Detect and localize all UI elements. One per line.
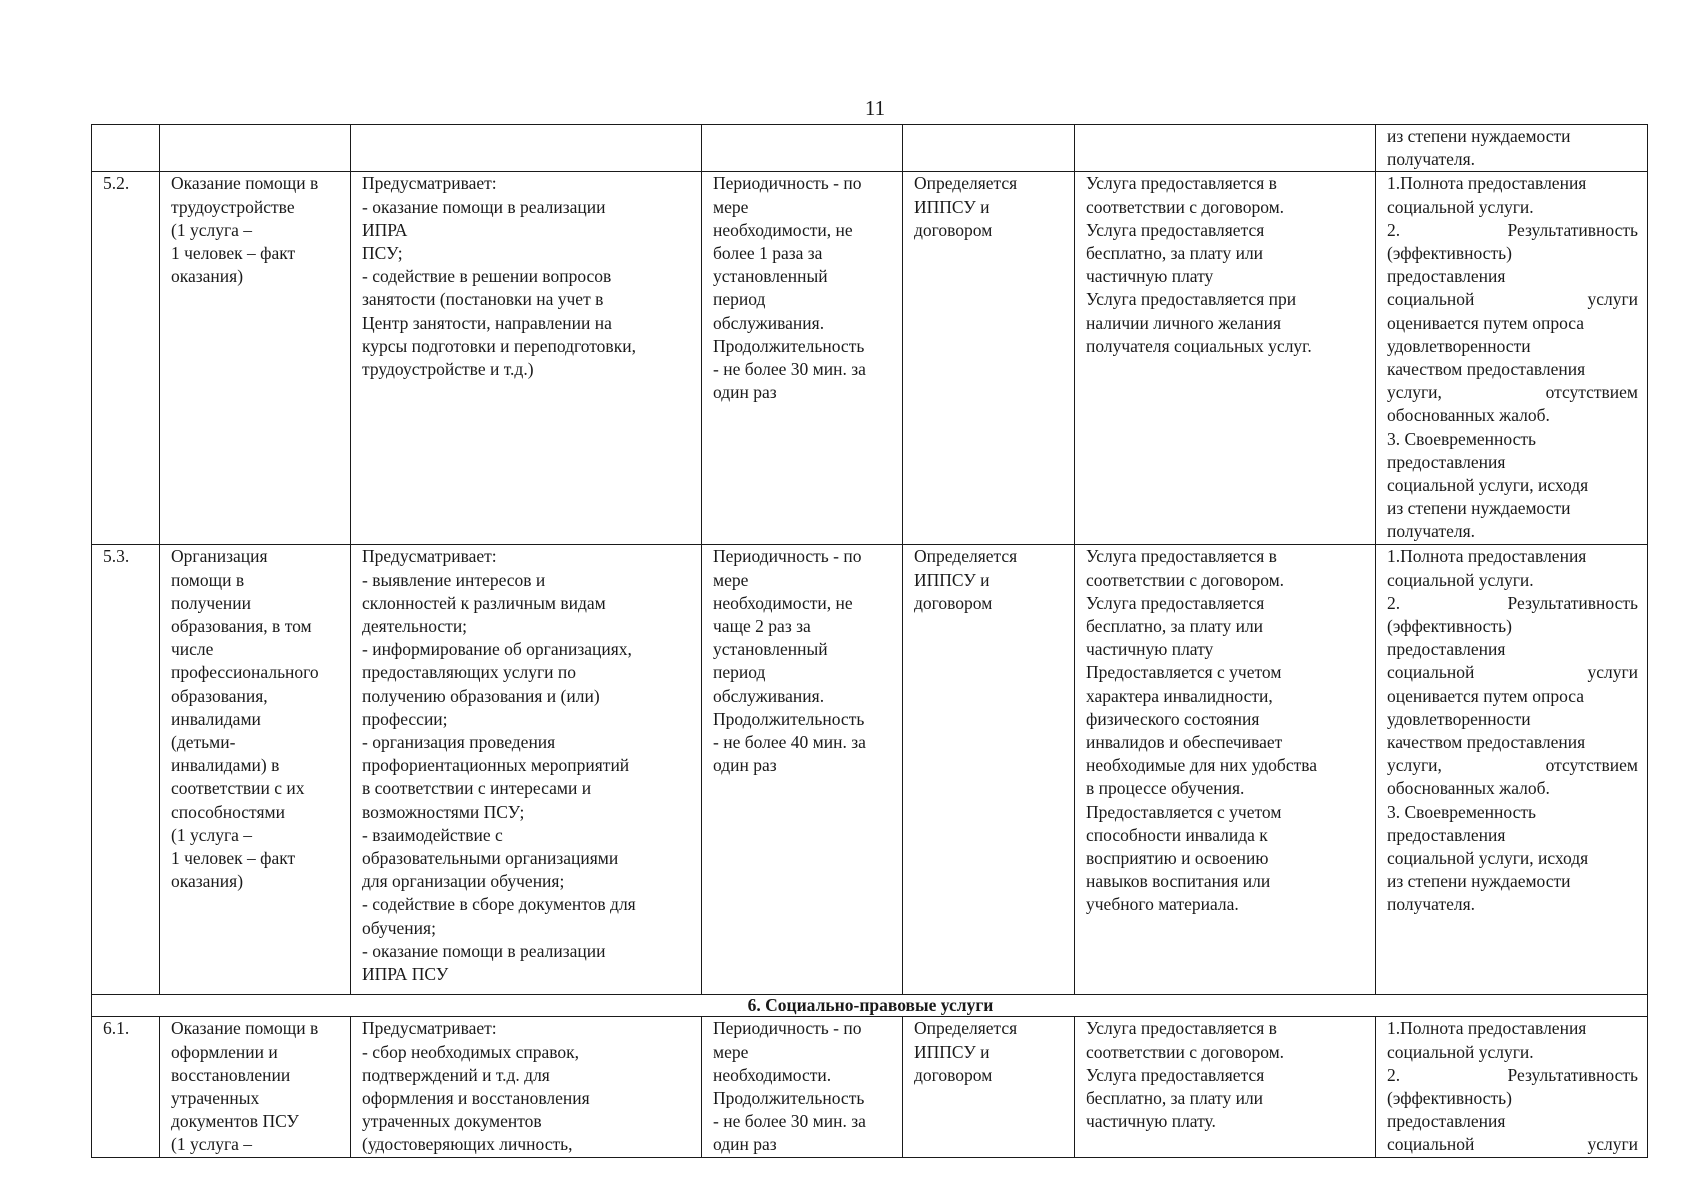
cell-number xyxy=(92,125,160,172)
text-line: социальной услуги xyxy=(1387,662,1638,683)
text-line: договором xyxy=(914,592,993,613)
cell-timing xyxy=(702,125,903,172)
page-number: 11 xyxy=(864,96,886,120)
text-line: в процессе обучения. xyxy=(1086,778,1245,799)
text-line: обоснованных жалоб. xyxy=(1387,778,1550,799)
text-line: (1 услуга – xyxy=(171,1134,253,1155)
text-line: Продолжительность xyxy=(713,1088,865,1109)
services-table xyxy=(91,124,1648,1158)
text-line: деятельности; xyxy=(362,616,468,637)
text-line: необходимости, не xyxy=(713,592,853,613)
text-line: мере xyxy=(713,569,749,590)
text-line: - выявление интересов и xyxy=(362,569,546,590)
text-line: оценивается путем опроса xyxy=(1387,312,1585,333)
text-line: Оказание помощи в xyxy=(171,1018,319,1039)
text-line: - взаимодействие с xyxy=(362,824,503,845)
cell-conditions xyxy=(1075,545,1376,995)
text-line: договором xyxy=(914,219,993,240)
text-line: получению образования и (или) xyxy=(362,685,600,706)
text-line: оценивается путем опроса xyxy=(1387,685,1585,706)
cell-volume xyxy=(903,172,1075,545)
text-line: бесплатно, за плату или xyxy=(1086,616,1264,637)
text-line: Услуга предоставляется при xyxy=(1086,289,1297,310)
text-line: курсы подготовки и переподготовки, xyxy=(362,335,636,356)
text-line: предоставления xyxy=(1387,1111,1506,1132)
text-line: установленный xyxy=(713,266,828,287)
text-line: из степени нуждаемости xyxy=(1387,498,1571,519)
text-line: профессии; xyxy=(362,708,448,729)
text-line: 1.Полнота предоставления xyxy=(1387,173,1587,194)
text-line: ИППСУ и xyxy=(914,1041,990,1062)
text-line: обслуживания. xyxy=(713,312,825,333)
text-line: социальной услуги xyxy=(1387,1134,1638,1155)
text-line: мере xyxy=(713,196,749,217)
text-line: Предоставляется с учетом xyxy=(1086,662,1282,683)
text-line: соответствии с договором. xyxy=(1086,1041,1285,1062)
cell-number xyxy=(92,545,160,995)
text-line: инвалидов и обеспечивает xyxy=(1086,732,1283,753)
text-line: профессионального xyxy=(171,662,319,683)
text-line: инвалидами xyxy=(171,708,261,729)
text-line: 1.Полнота предоставления xyxy=(1387,1018,1587,1039)
text-line: - организация проведения xyxy=(362,732,556,753)
text-line: документов ПСУ xyxy=(171,1111,299,1132)
cell-quality xyxy=(1376,1017,1648,1157)
text-line: числе xyxy=(171,639,214,660)
text-line: учебного материала. xyxy=(1086,894,1239,915)
text-line: один раз xyxy=(713,755,777,776)
text-line: необходимости. xyxy=(713,1064,832,1085)
text-line: обслуживания. xyxy=(713,685,825,706)
text-line: социальной услуги. xyxy=(1387,1041,1534,1062)
text-line: 2. Результативность xyxy=(1387,592,1638,613)
text-line: обучения; xyxy=(362,917,436,938)
text-line: договором xyxy=(914,1064,993,1085)
text-line: получателя. xyxy=(1387,894,1476,915)
text-line: социальной услуги, исходя xyxy=(1387,848,1589,869)
text-line: удовлетворенности xyxy=(1387,335,1531,356)
text-line: (1 услуга – xyxy=(171,824,253,845)
text-line: - оказание помощи в реализации xyxy=(362,940,606,961)
text-line: обоснованных жалоб. xyxy=(1387,405,1550,426)
text-line: получателя. xyxy=(1387,149,1476,170)
text-line: услуги, отсутствием xyxy=(1387,382,1638,403)
text-line: инвалидами) в xyxy=(171,755,280,776)
cell-conditions xyxy=(1075,125,1376,172)
cell-volume xyxy=(903,1017,1075,1157)
text-line: необходимости, не xyxy=(713,219,853,240)
text-line: Определяется xyxy=(914,546,1018,567)
cell-description xyxy=(351,1017,702,1157)
text-line: частичную плату xyxy=(1086,639,1214,660)
table-row-6-1 xyxy=(92,1017,1648,1157)
cell-description xyxy=(351,172,702,545)
section-header: 6. Социально-правовые услуги xyxy=(92,995,1648,1017)
text-line: - оказание помощи в реализации xyxy=(362,196,606,217)
text-line: физического состояния xyxy=(1086,708,1260,729)
text-line: соответствии с договором. xyxy=(1086,196,1285,217)
text-line: Услуга предоставляется xyxy=(1086,219,1265,240)
text-line: ИПРА ПСУ xyxy=(362,964,449,985)
text-line: получении xyxy=(171,592,252,613)
text-line: (1 услуга – xyxy=(171,219,253,240)
row-number: 6.1. xyxy=(103,1018,130,1039)
text-line: Оказание помощи в xyxy=(171,173,319,194)
continuation-row xyxy=(92,125,1648,172)
text-line: 1 человек – факт xyxy=(171,243,296,264)
text-line: оказания) xyxy=(171,266,244,287)
text-line: Предоставляется с учетом xyxy=(1086,801,1282,822)
text-line: помощи в xyxy=(171,569,245,590)
text-line: склонностей к различным видам xyxy=(362,592,606,613)
text-line: оформлении и xyxy=(171,1041,278,1062)
cell-conditions xyxy=(1075,172,1376,545)
text-line: Предусматривает: xyxy=(362,173,497,194)
text-line: необходимые для них удобства xyxy=(1086,755,1318,776)
text-line: 3. Своевременность xyxy=(1387,801,1536,822)
text-line: предоставления xyxy=(1387,639,1506,660)
text-line: Организация xyxy=(171,546,268,567)
text-line: предоставления xyxy=(1387,824,1506,845)
text-line: чаще 2 раз за xyxy=(713,616,811,637)
text-line: 2. Результативность xyxy=(1387,1064,1638,1085)
cell-timing xyxy=(702,1017,903,1157)
text-line: бесплатно, за плату или xyxy=(1086,1088,1264,1109)
text-line: услуги, отсутствием xyxy=(1387,755,1638,776)
text-line: образования, в том xyxy=(171,616,312,637)
text-line: трудоустройстве и т.д.) xyxy=(362,359,534,380)
text-line: - содействие в решении вопросов xyxy=(362,266,612,287)
text-line: качеством предоставления xyxy=(1387,732,1586,753)
cell-volume xyxy=(903,125,1075,172)
text-line: предоставления xyxy=(1387,266,1506,287)
row-number: 5.2. xyxy=(103,173,130,194)
text-line: Услуга предоставляется xyxy=(1086,592,1265,613)
cell-timing xyxy=(702,545,903,995)
text-line: ИППСУ и xyxy=(914,569,990,590)
text-line: (детьми- xyxy=(171,732,236,753)
text-line: мере xyxy=(713,1041,749,1062)
text-line: 2. Результативность xyxy=(1387,219,1638,240)
table-row-5-3 xyxy=(92,545,1648,995)
text-line: занятости (постановки на учет в xyxy=(362,289,604,310)
text-line: частичную плату. xyxy=(1086,1111,1216,1132)
text-line: образовательными организациями xyxy=(362,848,619,869)
text-line: установленный xyxy=(713,639,828,660)
text-line: соответствии с договором. xyxy=(1086,569,1285,590)
text-line: один раз xyxy=(713,382,777,403)
text-line: (удостоверяющих личность, xyxy=(362,1134,573,1155)
text-line: Периодичность - по xyxy=(713,1018,862,1039)
text-line: Услуга предоставляется в xyxy=(1086,1018,1277,1039)
text-line: Периодичность - по xyxy=(713,546,862,567)
text-line: Продолжительность xyxy=(713,708,865,729)
text-line: 1.Полнота предоставления xyxy=(1387,546,1587,567)
cell-number xyxy=(92,172,160,545)
text-line: Определяется xyxy=(914,173,1018,194)
table-row-5-2 xyxy=(92,172,1648,545)
text-line: способности инвалида к xyxy=(1086,824,1268,845)
text-line: Услуга предоставляется в xyxy=(1086,173,1277,194)
text-line: ПСУ; xyxy=(362,243,403,264)
text-line: Предусматривает: xyxy=(362,1018,497,1039)
text-line: - содействие в сборе документов для xyxy=(362,894,636,915)
cell-quality xyxy=(1376,545,1648,995)
cell-volume xyxy=(903,545,1075,995)
text-line: профориентационных мероприятий xyxy=(362,755,630,776)
text-line: трудоустройстве xyxy=(171,196,295,217)
text-line: утраченных документов xyxy=(362,1111,542,1132)
text-line: - не более 30 мин. за xyxy=(713,1111,866,1132)
text-line: Услуга предоставляется xyxy=(1086,1064,1265,1085)
text-line: социальной услуги. xyxy=(1387,569,1534,590)
text-line: оформления и восстановления xyxy=(362,1088,590,1109)
text-line: 1 человек – факт xyxy=(171,848,296,869)
text-line: получателя. xyxy=(1387,521,1476,542)
text-line: образования, xyxy=(171,685,268,706)
text-line: - сбор необходимых справок, xyxy=(362,1041,580,1062)
text-line: социальной услуги. xyxy=(1387,196,1534,217)
cell-description xyxy=(351,125,702,172)
text-line: Центр занятости, направлении на xyxy=(362,312,612,333)
text-line: качеством предоставления xyxy=(1387,359,1586,380)
text-line: - не более 30 мин. за xyxy=(713,359,866,380)
cell-name xyxy=(160,545,351,995)
text-line: (эффективность) xyxy=(1387,616,1512,637)
text-line: (эффективность) xyxy=(1387,243,1512,264)
text-line: социальной услуги, исходя xyxy=(1387,475,1589,496)
text-line: один раз xyxy=(713,1134,777,1155)
text-line: (эффективность) xyxy=(1387,1088,1512,1109)
text-line: предоставления xyxy=(1387,451,1506,472)
cell-name xyxy=(160,172,351,545)
text-line: Определяется xyxy=(914,1018,1018,1039)
text-line: предоставляющих услуги по xyxy=(362,662,577,683)
text-line: ИПРА xyxy=(362,219,408,240)
text-line: Услуга предоставляется в xyxy=(1086,546,1277,567)
text-line: Периодичность - по xyxy=(713,173,862,194)
cell-name xyxy=(160,125,351,172)
text-line: получателя социальных услуг. xyxy=(1086,335,1312,356)
text-line: бесплатно, за плату или xyxy=(1086,243,1264,264)
cell-name xyxy=(160,1017,351,1157)
cell-conditions xyxy=(1075,1017,1376,1157)
cell-quality xyxy=(1376,125,1648,172)
section-header-row xyxy=(92,995,1648,1017)
text-line: навыков воспитания или xyxy=(1086,871,1271,892)
text-line: восприятию и освоению xyxy=(1086,848,1269,869)
text-line: Продолжительность xyxy=(713,335,865,356)
cell-description xyxy=(351,545,702,995)
text-line: 3. Своевременность xyxy=(1387,428,1536,449)
text-line: подтверждений и т.д. для xyxy=(362,1064,550,1085)
cell-timing xyxy=(702,172,903,545)
text-line: восстановлении xyxy=(171,1064,291,1085)
text-line: возможностями ПСУ; xyxy=(362,801,525,822)
text-line: - не более 40 мин. за xyxy=(713,732,866,753)
text-line: - информирование об организациях, xyxy=(362,639,632,660)
text-line: более 1 раза за xyxy=(713,243,823,264)
text-line: Предусматривает: xyxy=(362,546,497,567)
text-line: из степени нуждаемости xyxy=(1387,126,1571,146)
cell-quality xyxy=(1376,172,1648,545)
row-number: 5.3. xyxy=(103,546,130,567)
text-line: характера инвалидности, xyxy=(1086,685,1273,706)
text-line: в соответствии с интересами и xyxy=(362,778,592,799)
text-line: из степени нуждаемости xyxy=(1387,871,1571,892)
text-line: утраченных xyxy=(171,1088,260,1109)
text-line: период xyxy=(713,662,766,683)
text-line: удовлетворенности xyxy=(1387,708,1531,729)
cell-number xyxy=(92,1017,160,1157)
text-line: соответствии с их xyxy=(171,778,305,799)
text-line: частичную плату xyxy=(1086,266,1214,287)
text-line: способностями xyxy=(171,801,285,822)
text-line: наличии личного желания xyxy=(1086,312,1282,333)
text-line: для организации обучения; xyxy=(362,871,565,892)
text-line: оказания) xyxy=(171,871,244,892)
text-line: период xyxy=(713,289,766,310)
text-line: социальной услуги xyxy=(1387,289,1638,310)
text-line: ИППСУ и xyxy=(914,196,990,217)
